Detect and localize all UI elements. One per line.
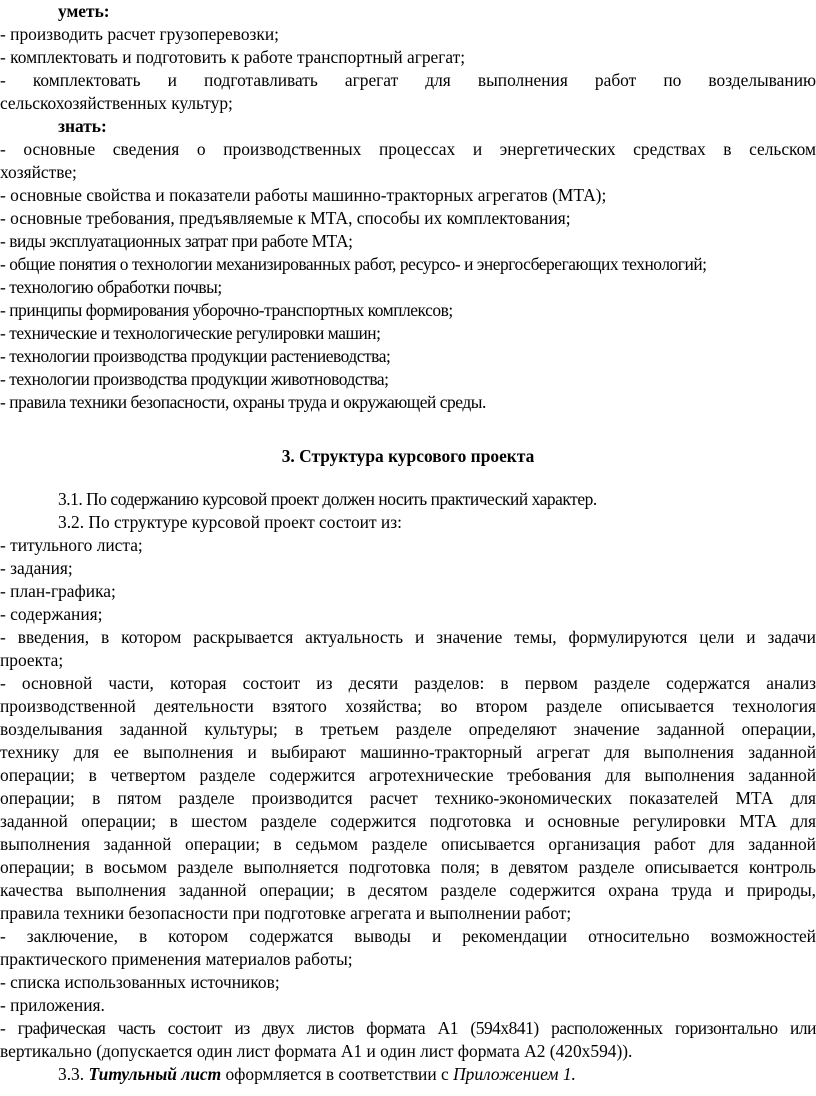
p33-appendix-ref: Приложением 1.	[453, 1064, 576, 1084]
section-title: 3. Структура курсового проекта	[281, 446, 535, 466]
structure-item: - план-графика;	[0, 581, 116, 601]
skills-heading: уметь:	[58, 1, 110, 21]
skills-item: - комплектовать и подготовить к работе транспортный агрегат;	[0, 47, 466, 67]
knowledge-item: - технические и технологические регулировки машин;	[0, 323, 381, 343]
structure-item: возделывания заданной культуры; в третьем разделе определяют значение заданной операции,	[0, 719, 816, 739]
knowledge-item: - правила техники безопасности, охраны труда и окружающей среды.	[0, 392, 486, 412]
structure-item: - списка использованных источников;	[0, 972, 280, 992]
p33-middle: оформляется в соответствии с	[221, 1064, 454, 1084]
knowledge-item: - технологии производства продукции животноводства;	[0, 369, 389, 389]
structure-item: технику для ее выполнения и выбирают машинно-тракторный агрегат для выполнения заданной	[0, 742, 816, 762]
knowledge-item: - виды эксплуатационных затрат при работе МТА;	[0, 231, 353, 251]
structure-item: - основной части, которая состоит из десяти разделов: в первом разделе содержатся анализ	[0, 673, 816, 693]
structure-item: - задания;	[0, 558, 73, 578]
structure-item: - приложения.	[0, 995, 105, 1015]
knowledge-item: - технологии производства продукции растениеводства;	[0, 346, 391, 366]
skills-item: сельскохозяйственных культур;	[0, 93, 233, 113]
knowledge-item: - основные сведения о производственных процессах и энергетических средствах в сельском	[0, 139, 816, 159]
structure-item: заданной операции; в шестом разделе содержится подготовка и основные регулировки МТА для	[0, 811, 816, 831]
paragraph-3-2: 3.2. По структуре курсовой проект состоит из:	[58, 512, 402, 532]
structure-item: практического применения материалов работы;	[0, 949, 353, 969]
knowledge-item: - технологию обработки почвы;	[0, 277, 222, 297]
structure-item: - содержания;	[0, 604, 103, 624]
structure-item: операции; в пятом разделе производится расчет технико-экономических показателей МТА для	[0, 788, 816, 808]
structure-item: вертикально (допускается один лист формата А1 и один лист формата А2 (420x594)).	[0, 1041, 633, 1061]
skills-item: - комплектовать и подготавливать агрегат для выполнения работ по возделыванию	[0, 70, 816, 90]
structure-item: - заключение, в котором содержатся выводы и рекомендации относительно возможностей	[0, 926, 816, 946]
structure-item: проекта;	[0, 650, 64, 670]
structure-item: - графическая часть состоит из двух листов формата А1 (594x841) расположенных горизонтально или	[0, 1018, 816, 1038]
knowledge-heading: знать:	[58, 116, 107, 136]
structure-item: выполнения заданной операции; в седьмом разделе описывается организация работ для заданной	[0, 834, 816, 854]
knowledge-item: - общие понятия о технологии механизированных работ, ресурсо- и энергосберегающих технологий;	[0, 254, 707, 274]
knowledge-item: - основные свойства и показатели работы машинно-тракторных агрегатов (МТА);	[0, 185, 607, 205]
structure-item: производственной деятельности взятого хозяйства; во втором разделе описывается технология	[0, 696, 816, 716]
paragraph-3-3	[0, 1063, 816, 1086]
p33-prefix: 3.3.	[58, 1064, 89, 1084]
structure-item: - титульного листа;	[0, 535, 143, 555]
skills-item: - производить расчет грузоперевозки;	[0, 24, 279, 44]
structure-item: операции; в четвертом разделе содержится агротехнические требования для выполнения заданной	[0, 765, 816, 785]
paragraph-3-1: 3.1. По содержанию курсовой проект должен носить практический характер.	[58, 489, 597, 509]
knowledge-item: - основные требования, предъявляемые к МТА, способы их комплектования;	[0, 208, 571, 228]
structure-item: - введения, в котором раскрывается актуальность и значение темы, формулируются цели и задачи	[0, 627, 816, 647]
knowledge-item: хозяйстве;	[0, 162, 77, 182]
p33-term: Титульный лист	[88, 1064, 222, 1084]
structure-item: качества выполнения заданной операции; в десятом разделе содержится охрана труда и природы,	[0, 880, 816, 900]
structure-item: правила техники безопасности при подготовке агрегата и выполнении работ;	[0, 903, 572, 923]
structure-item: операции; в восьмом разделе выполняется подготовка поля; в девятом разделе описывается контроль	[0, 857, 816, 877]
knowledge-item: - принципы формирования уборочно-транспортных комплексов;	[0, 300, 453, 320]
